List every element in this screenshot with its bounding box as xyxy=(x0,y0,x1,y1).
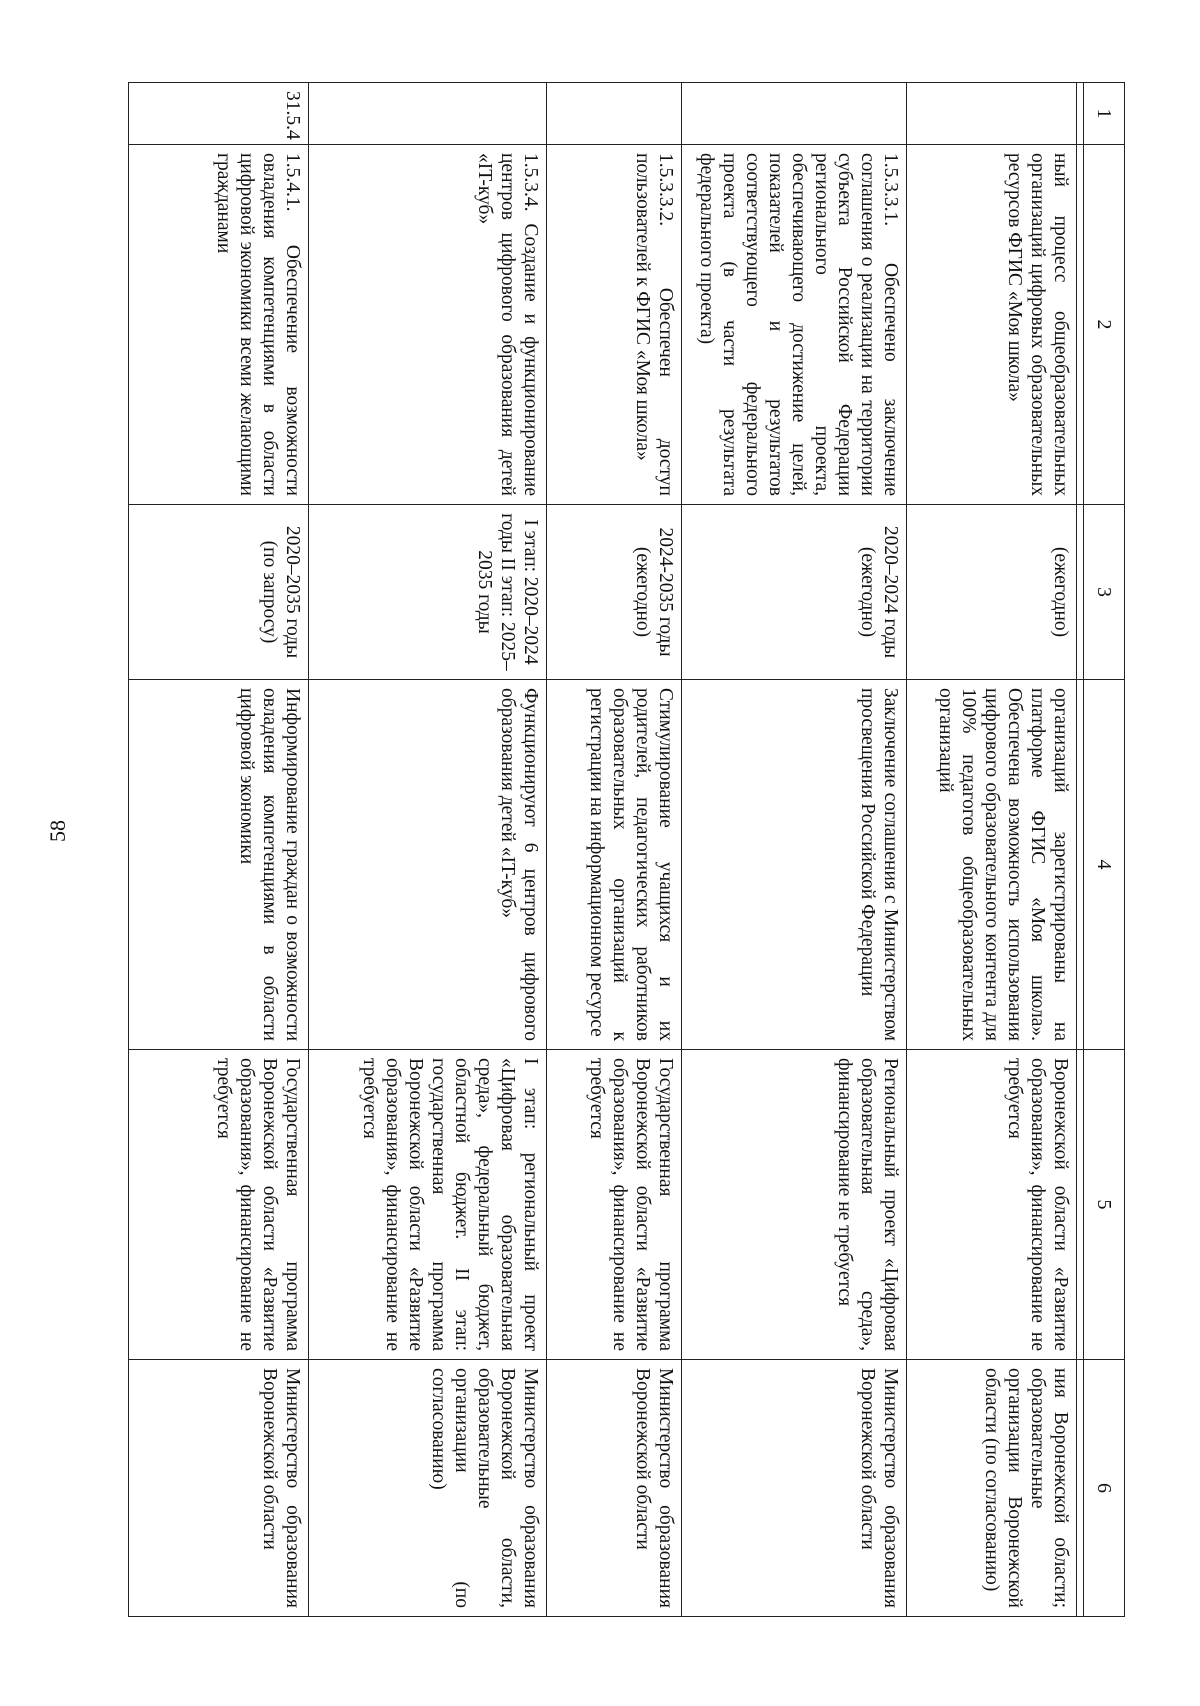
funding-cell: I этап: региональный проект «Цифровая образовательная среда», федеральный бюджет, областной бюджет. II этап: государственная программа Воронежской области «Развитие образования», финансирование не требуется xyxy=(309,1050,547,1360)
event-cell: 1.5.3.4. Создание и функционирование центров цифрового образования детей «IT-куб» xyxy=(309,145,547,505)
executor-cell: Министерство образования Воронежской области xyxy=(129,1360,309,1617)
column-header: 1 xyxy=(1084,83,1125,145)
column-header: 2 xyxy=(1084,145,1125,505)
row-number-cell xyxy=(907,83,1077,145)
funding-cell: Воронежской области «Развитие образования», финансирование не требуется xyxy=(907,1050,1077,1360)
row-number-cell xyxy=(682,83,907,145)
column-header: 3 xyxy=(1084,505,1125,680)
column-header: 6 xyxy=(1084,1360,1125,1617)
period-cell: 2020–2024 годы (ежегодно) xyxy=(682,505,907,680)
table-spacer-row xyxy=(1077,83,1084,1617)
funding-cell: Региональный проект «Цифровая образовательная среда», финансирование не требуется xyxy=(682,1050,907,1360)
event-cell: 1.5.4.1. Обеспечение возможности овладения компетенциями в области цифровой экономики всеми желающими гражданами xyxy=(129,145,309,505)
table-row xyxy=(682,83,907,1617)
executor-cell: ния Воронежской области; образовательные организации Воронежской области (по согласованию) xyxy=(907,1360,1077,1617)
table-row xyxy=(129,83,309,1617)
result-cell: Функционируют 6 центров цифрового образования детей «IT-куб» xyxy=(309,680,547,1050)
rotated-table-container xyxy=(115,82,1125,1616)
measures-table xyxy=(128,82,1125,1617)
column-header: 4 xyxy=(1084,680,1125,1050)
period-cell: 2024-2035 годы (ежегодно) xyxy=(547,505,682,680)
result-cell: Стимулирование учащихся и их родителей, педагогических работников образовательных организаций к регистрации на информационном ресурсе xyxy=(547,680,682,1050)
event-cell: 1.5.3.3.1. Обеспечено заключение соглашения о реализации на территории субъекта Российской Федерации регионального проекта, обеспечивающего достижение целей, показателей и результатов соответствующего федерального проекта (в части результата федерального проекта) xyxy=(682,145,907,505)
funding-cell: Государственная программа Воронежской области «Развитие образования», финансирование не требуется xyxy=(547,1050,682,1360)
row-number-cell: 31.5.4 xyxy=(129,83,309,145)
table-row xyxy=(547,83,682,1617)
row-number-cell xyxy=(547,83,682,145)
executor-cell: Министерство образования Воронежской области xyxy=(682,1360,907,1617)
executor-cell: Министерство образования Воронежской области xyxy=(547,1360,682,1617)
event-cell: 1.5.3.3.2. Обеспечен доступ пользователей к ФГИС «Моя школа» xyxy=(547,145,682,505)
page-number: 58 xyxy=(45,820,70,842)
result-cell: организаций зарегистрированы на платформе ФГИС «Моя школа». Обеспечена возможность использования цифрового образовательного контента для 100% педагогов общеобразовательных организаций xyxy=(907,680,1077,1050)
result-cell: Заключение соглашения с Министерством просвещения Российской Федерации xyxy=(682,680,907,1050)
table-row xyxy=(907,83,1077,1617)
period-cell: I этап: 2020–2024 годы II этап: 2025–2035 годы xyxy=(309,505,547,680)
table-row xyxy=(309,83,547,1617)
column-header: 5 xyxy=(1084,1050,1125,1360)
table-header-row xyxy=(1084,83,1125,1617)
funding-cell: Государственная программа Воронежской области «Развитие образования», финансирование не требуется xyxy=(129,1050,309,1360)
result-cell: Информирование граждан о возможности овладения компетенциями в области цифровой экономики xyxy=(129,680,309,1050)
period-cell: (ежегодно) xyxy=(907,505,1077,680)
row-number-cell xyxy=(309,83,547,145)
event-cell: ный процесс общеобразовательных организаций цифровых образовательных ресурсов ФГИС «Моя школа» xyxy=(907,145,1077,505)
period-cell: 2020–2035 годы (по запросу) xyxy=(129,505,309,680)
executor-cell: Министерство образования Воронежской области, образовательные организации (по согласованию) xyxy=(309,1360,547,1617)
